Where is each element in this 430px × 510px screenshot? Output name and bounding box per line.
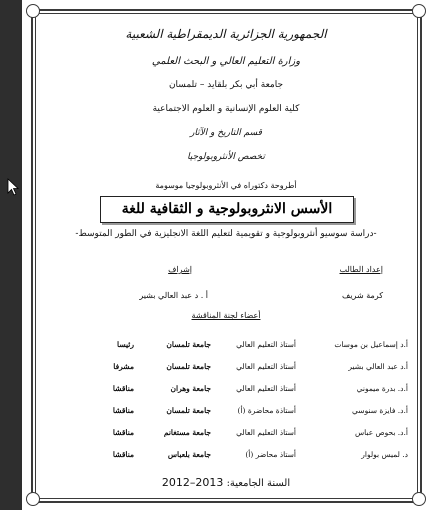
committee-label: أعضاء لجنة المناقشة <box>191 311 261 320</box>
thesis-subtitle: -دراسة سوسيو أنثروبولوجية و تقويمية لتعليم اللغة الانجليزية في الطور المتوسط- <box>75 229 377 239</box>
member-title: أستاذ محاضر (أ) <box>245 450 296 459</box>
member-title: أستاذ التعليم العالي <box>236 428 296 437</box>
member-name: أ.د. بحوص عباس <box>354 428 408 437</box>
corner-ornament <box>26 492 40 506</box>
member-university: جامعة وهران <box>170 384 211 393</box>
member-university: جامعة تلمسان <box>166 406 211 415</box>
supervisor-name: أ . د عبد العالي بشير <box>139 291 208 300</box>
member-role: مناقشا <box>112 428 134 437</box>
member-role: مشرفا <box>113 362 134 371</box>
member-name: أ.د. بدرة ميموني <box>356 384 408 393</box>
year-label: السنة الجامعية: <box>226 478 291 489</box>
committee-row <box>78 406 408 420</box>
committee-row <box>78 384 408 398</box>
member-title: أستاذة محاضرة (أ) <box>237 406 296 415</box>
academic-year <box>22 476 430 489</box>
member-role: مناقشا <box>112 450 134 459</box>
year-value: 2013–2012 <box>161 476 224 489</box>
member-university: جامعة مستغانم <box>163 428 211 437</box>
mouse-cursor-icon <box>7 178 19 196</box>
ministry-line: وزارة التعليم العالي و البحث العلمي <box>151 56 301 67</box>
thesis-title-box <box>100 196 354 223</box>
member-university: جامعة تلمسان <box>166 362 211 371</box>
member-name: د. لميس بولوار <box>361 450 408 459</box>
prepared-by-label: إعداد الطالب <box>339 265 383 274</box>
member-title: أستاذ التعليم العالي <box>236 384 296 393</box>
corner-ornament <box>412 4 426 18</box>
member-university: جامعة بلعباس <box>167 450 211 459</box>
faculty-line: كلية العلوم الإنسانية و العلوم الاجتماعية <box>152 104 300 114</box>
committee-row <box>78 340 408 354</box>
member-title: أستاذ التعليم العالي <box>236 362 296 371</box>
member-role: مناقشا <box>112 406 134 415</box>
member-university: جامعة تلمسان <box>166 340 211 349</box>
committee-row <box>78 428 408 442</box>
corner-ornament <box>26 4 40 18</box>
specialty-line: تخصص الأنثروبولوجيا <box>187 152 265 162</box>
department-line: قسم التاريخ و الآثار <box>190 128 262 138</box>
document-page <box>22 0 430 510</box>
supervision-label: إشراف <box>168 265 192 274</box>
university-line: جامعة أبي بكر بلقايد – تلمسان <box>168 80 284 90</box>
member-title: أستاذ التعليم العالي <box>236 340 296 349</box>
committee-row <box>78 362 408 376</box>
member-name: أ.د عبد العالي بشير <box>348 362 408 371</box>
thesis-title: الأسس الانثروبولوجية و الثقافية للغة <box>121 201 333 217</box>
republic-header: الجمهورية الجزائرية الديمقراطية الشعبية <box>125 27 327 41</box>
corner-ornament <box>412 492 426 506</box>
member-name: أ.د إسماعيل بن موسات <box>334 340 408 349</box>
member-role: رئيسا <box>117 340 134 349</box>
member-role: مناقشا <box>112 384 134 393</box>
student-name: كرمة شريف <box>342 291 383 300</box>
member-name: أ.د. فايزة سنوسي <box>352 406 408 415</box>
thesis-label: أطروحة دكتوراه في الأنثروبولوجيا موسومة <box>155 181 297 190</box>
committee-row <box>78 450 408 464</box>
